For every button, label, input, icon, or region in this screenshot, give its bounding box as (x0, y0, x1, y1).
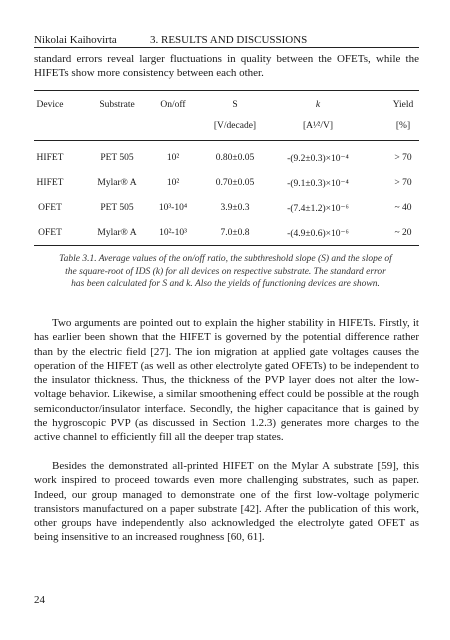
table-header-device: Device (36, 100, 64, 110)
table-header-substrate: Substrate (99, 100, 135, 110)
table-cell: 0.70±0.05 (215, 178, 255, 188)
table-cell: 0.80±0.05 (215, 153, 255, 163)
table-cell: PET 505 (100, 203, 134, 213)
table-cell: PET 505 (100, 153, 134, 163)
table-unit-k: [A¹⁄²/V] (303, 121, 333, 131)
table-cell: HIFET (36, 178, 64, 188)
body-paragraph: Two arguments are pointed out to explain the higher stability in HIFETs. Firstly, it has earlier been shown that the HIFET is governed by the potential difference rather than by the electric field [27]. The ion migration at applied gate voltages causes the operation of the HIFET (as well as other electrolyte gated OFETs) to be independent to the insulator thickness. Thus, the thickness of the PVP layer does not alter the low-voltage behavior. Likewise, a similar smoothening effect could be possible at the rough semiconductor/insulator interface. Secondly, the higher capacitance that is gained by the hygroscopic PVP (as discussed in Section 1.2.3) generates more charges to the active channel to efficiently fill all the deeper trap states. (34, 317, 419, 444)
table-header-onoff: On/off (160, 100, 186, 110)
table-caption: Table 3.1. Average values of the on/off ratio, the subthreshold slope (S) and the slope of the square-root of IDS (k) for all devices on respective substrate. The standard error has been calculated for S and k. Also the yields of functioning devices are shown. (59, 254, 392, 289)
table-header-rule (34, 140, 419, 141)
table-cell: 10³-10⁴ (158, 203, 188, 213)
table-cell: -(9.1±0.3)×10⁻⁴ (287, 179, 349, 189)
table-bottom-rule (34, 245, 419, 246)
table-cell: > 70 (394, 153, 412, 163)
body-paragraph: Besides the demonstrated all-printed HIFET on the Mylar A substrate [59], this work inspired to proceed towards even more challenging substrates, such as paper. Indeed, our group managed to demonstrate one of the first low-voltage polymeric transistors manufactured on a paper substrate [42]. After the publication of this work, other groups have independently also acknowledged the electrolyte gated OFET as being insensitive to an increased roughness [60, 61]. (34, 460, 419, 544)
table-unit-s: [V/decade] (213, 121, 257, 131)
table-cell: Mylar® A (97, 178, 137, 188)
table-cell: -(9.2±0.3)×10⁻⁴ (287, 154, 349, 164)
table-cell: HIFET (36, 153, 64, 163)
table-cell: 7.0±0.8 (220, 228, 250, 238)
table-cell: > 70 (394, 178, 412, 188)
table-cell: 10² (166, 178, 180, 188)
table-cell: Mylar® A (97, 228, 137, 238)
header-chapter: 3. RESULTS AND DISCUSSIONS (150, 34, 308, 46)
table-header-s: S (232, 100, 238, 110)
table-unit-yield: [%] (395, 121, 411, 131)
table-header-k: k (315, 100, 321, 110)
table-cell: -(7.4±1.2)×10⁻⁶ (287, 204, 349, 214)
table-cell: ~ 20 (394, 228, 412, 238)
table-top-rule (34, 90, 419, 91)
intro-paragraph: standard errors reveal larger fluctuations in quality between the OFETs, while the HIFETs show more consistency between each other. (34, 53, 419, 79)
header-rule (34, 47, 419, 48)
table-cell: 10²-10³ (159, 228, 187, 238)
page-number: 24 (34, 594, 45, 606)
table-cell: 10² (166, 153, 180, 163)
table-header-yield: Yield (392, 100, 414, 110)
table-cell: ~ 40 (394, 203, 412, 213)
table-cell: OFET (38, 228, 62, 238)
header-author: Nikolai Kaihovirta (34, 34, 117, 46)
table-cell: OFET (38, 203, 62, 213)
table-cell: -(4.9±0.6)×10⁻⁶ (287, 229, 349, 239)
table-cell: 3.9±0.3 (220, 203, 250, 213)
